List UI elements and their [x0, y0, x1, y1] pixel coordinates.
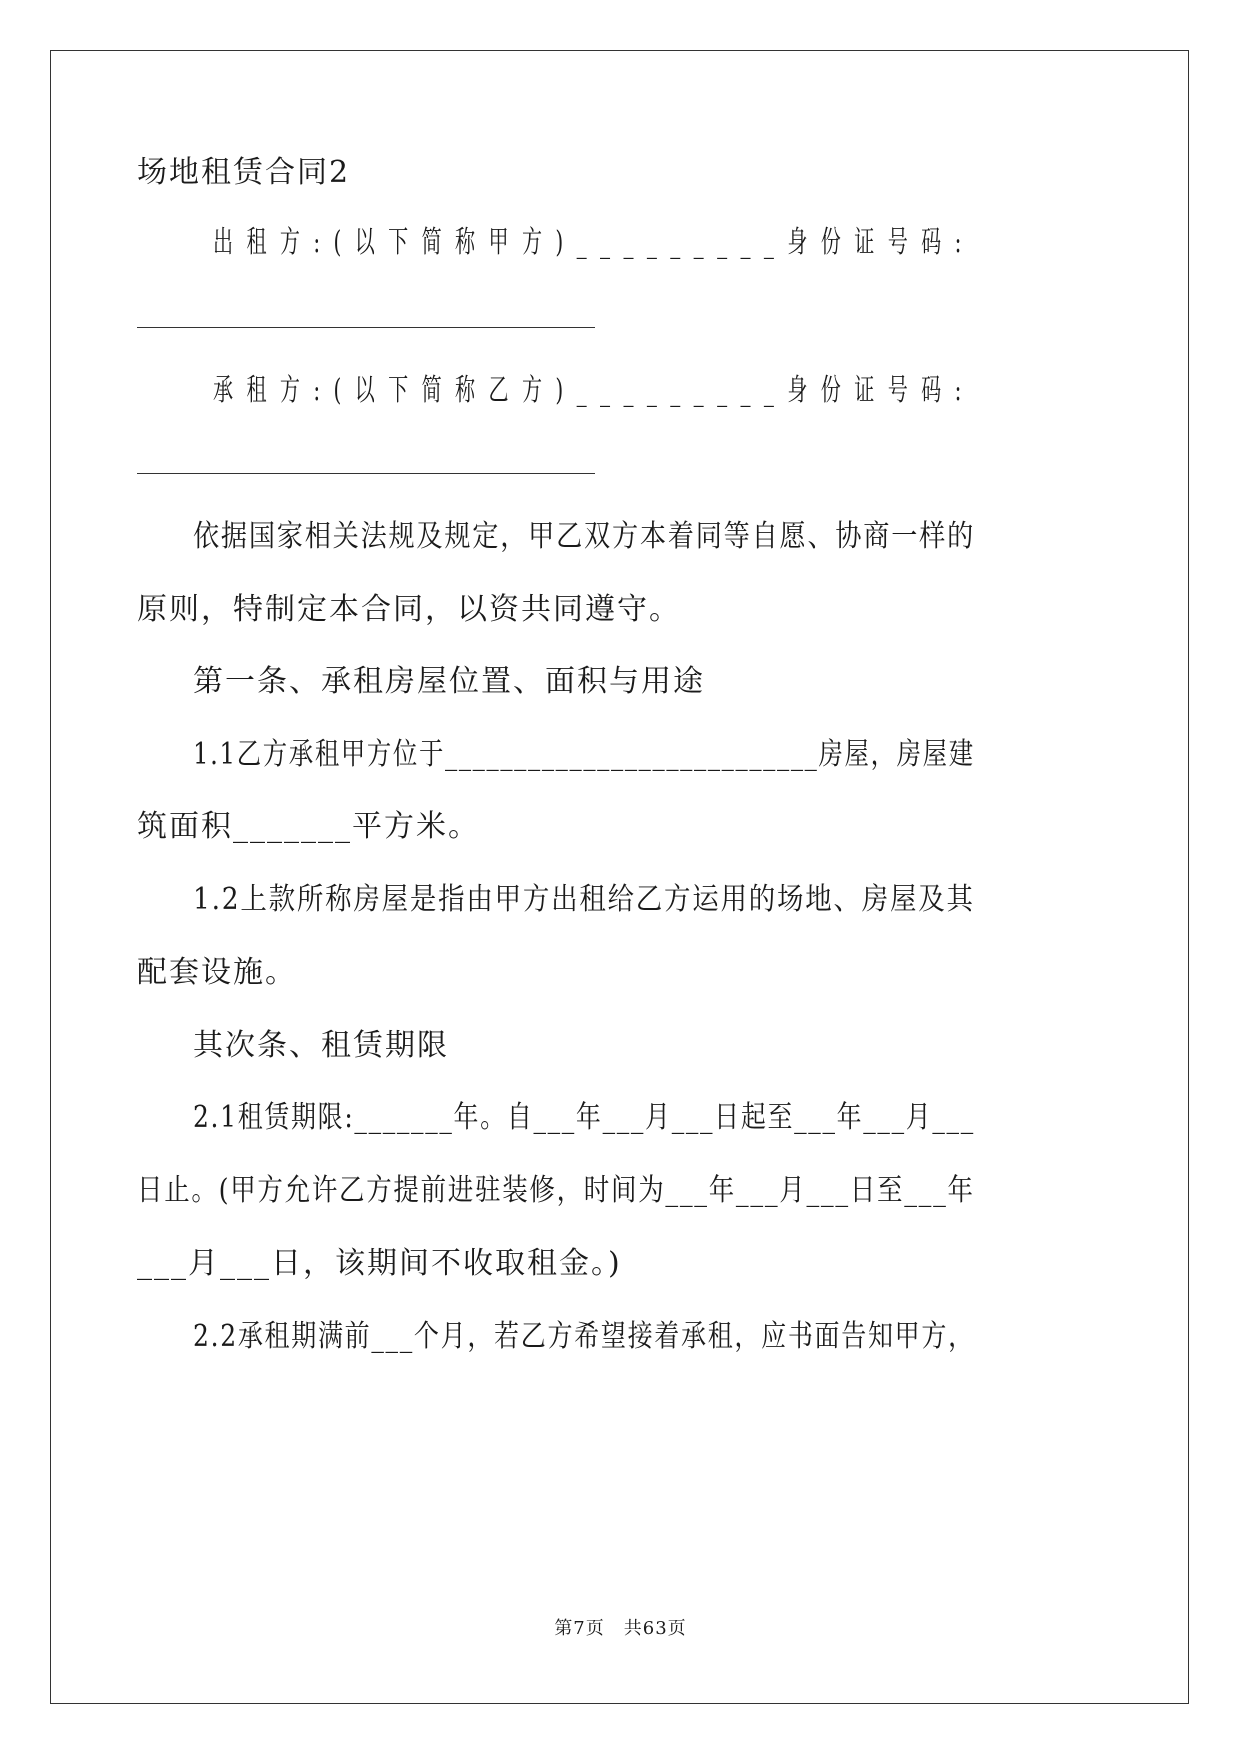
- page-footer: 第7页 共63页: [554, 1618, 687, 1639]
- article-heading: 其次条、租赁期限: [193, 1028, 449, 1063]
- party-b-line: 承租方:(以下简称乙方)_________身份证号码:: [213, 373, 975, 408]
- paragraph-line: 原则，特制定本合同，以资共同遵守。: [137, 592, 681, 627]
- paragraph-line: 依据国家相关法规及规定，甲乙双方本着同等自愿、协商一样的: [193, 519, 976, 554]
- article-heading: 第一条、承租房屋位置、面积与用途: [193, 664, 705, 699]
- clause-line: 1.2上款所称房屋是指由甲方出租给乙方运用的场地、房屋及其: [193, 882, 975, 917]
- clause-line: 2.1租赁期限:_______年。自___年___月___日起至___年___月___: [193, 1100, 975, 1135]
- party-b-id-blank: [137, 473, 595, 474]
- clause-line: ___月___日，该期间不收取租金。): [137, 1246, 622, 1281]
- clause-line: 筑面积_______平方米。: [137, 809, 480, 844]
- clause-line: 日止。(甲方允许乙方提前进驻装修，时间为___年___月___日至___年: [137, 1173, 975, 1208]
- document-title: 场地租赁合同2: [137, 155, 351, 190]
- clause-line: 2.2承租期满前___个月，若乙方希望接着承租，应书面告知甲方，: [193, 1319, 975, 1354]
- party-a-line: 出租方:(以下简称甲方)_________身份证号码:: [213, 225, 975, 260]
- clause-line: 配套设施。: [137, 955, 297, 990]
- party-a-id-blank: [137, 327, 595, 328]
- clause-line: 1.1乙方承租甲方位于___________________________房屋，房屋建: [193, 737, 975, 772]
- page-frame: [50, 50, 1189, 1704]
